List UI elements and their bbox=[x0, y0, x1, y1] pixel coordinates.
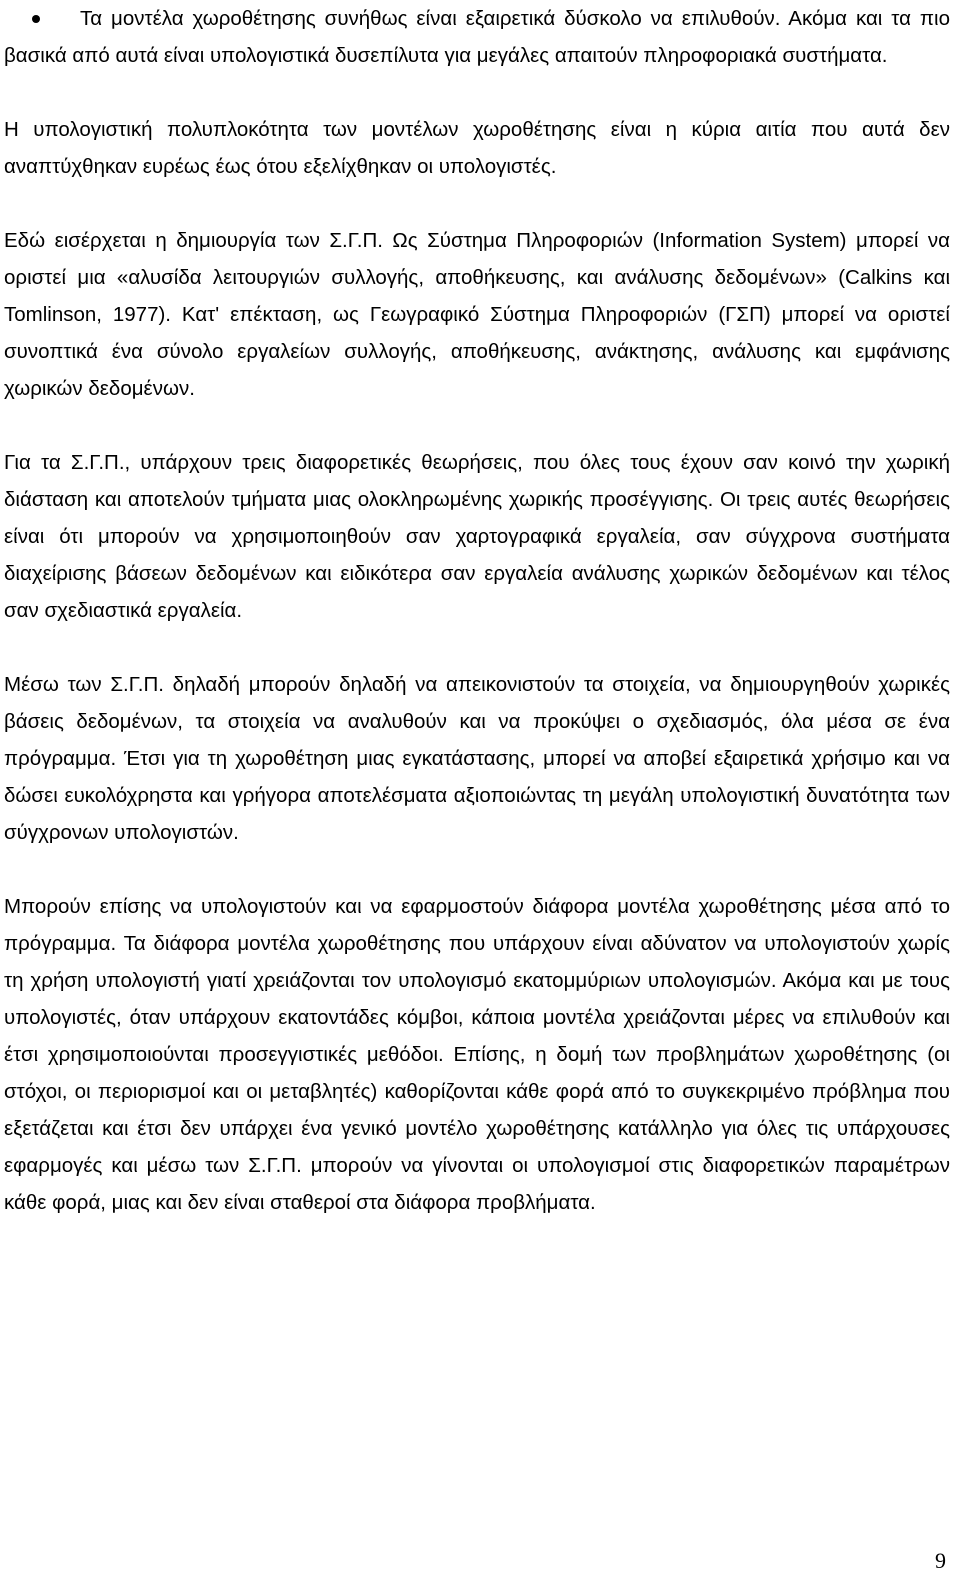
paragraph-complexity: Η υπολογιστική πολυπλοκότητα των μοντέλων χωροθέτησης είναι η κύρια αιτία που αυτά δεν αναπτύχθηκαν ευρέως έως ότου εξελίχθηκαν οι υπολογιστές. bbox=[4, 118, 950, 178]
page-number: 9 bbox=[935, 1548, 946, 1573]
bullet-paragraph-text: Τα μοντέλα χωροθέτησης συνήθως είναι εξαιρετικά δύσκολο να επιλυθούν. Ακόμα και τα πιο βασικά από αυτά είναι υπολογιστικά δυσεπίλυτα για μεγάλες απαιτούν πληροφοριακά συστήματα. bbox=[4, 7, 950, 67]
paragraph-gis-perspectives: Για τα Σ.Γ.Π., υπάρχουν τρεις διαφορετικές θεωρήσεις, που όλες τους έχουν σαν κοινό την χωρική διάσταση και αποτελούν τμήματα μιας ολοκληρωμένης χωρικής προσέγγισης. Οι τρεις αυτές θεωρήσεις είναι ότι μπορούν να χρησιμοποιηθούν σαν χαρτογραφικά εργαλεία, σαν σύγχρονα συστήματα διαχείρισης βάσεων δεδομένων και ειδικότερα σαν εργαλεία ανάλυσης χωρικών δεδομένων και τέλος σαν σχεδιαστικά εργαλεία. bbox=[4, 451, 950, 622]
paragraph-gis-usage: Μέσω των Σ.Γ.Π. δηλαδή μπορούν δηλαδή να απεικονιστούν τα στοιχεία, να δημιουργηθούν χωρικές βάσεις δεδομένων, τα στοιχεία να αναλυθούν και να προκύψει ο σχεδιασμός, όλα μέσα σε ένα πρόγραμμα. Έτσι για τη χωροθέτηση μιας εγκατάστασης, μπορεί να αποβεί εξαιρετικά χρήσιμο και να δώσει ευκολόχρηστα και γρήγορα αποτελέσματα αξιοποιώντας τη μεγάλη υπολογιστική δυνατότητα των σύγχρονων υπολογιστών. bbox=[4, 673, 950, 844]
paragraph-gis-definition: Εδώ εισέρχεται η δημιουργία των Σ.Γ.Π. Ως Σύστημα Πληροφοριών (Information System) μπορεί να οριστεί μια «αλυσίδα λειτουργιών συλλογής, αποθήκευσης, και ανάλυσης δεδομένων» (Calkins και Tomlinson, 1977). Κατ' επέκταση, ως Γεωγραφικό Σύστημα Πληροφοριών (ΓΣΠ) μπορεί να οριστεί συνοπτικά ένα σύνολο εργαλείων συλλογής, αποθήκευσης, ανάκτησης, ανάλυσης και εμφάνισης χωρικών δεδομένων. bbox=[4, 229, 950, 400]
bullet-icon bbox=[32, 15, 40, 23]
bullet-paragraph bbox=[4, 0, 950, 74]
paragraph-location-models: Μπορούν επίσης να υπολογιστούν και να εφαρμοστούν διάφορα μοντέλα χωροθέτησης μέσα από το πρόγραμμα. Τα διάφορα μοντέλα χωροθέτησης που υπάρχουν είναι αδύνατον να υπολογιστούν χωρίς τη χρήση υπολογιστή γιατί χρειάζονται τον υπολογισμό εκατομμύριων υπολογισμών. Ακόμα και με τους υπολογιστές, όταν υπάρχουν εκατοντάδες κόμβοι, κάποια μοντέλα χρειάζονται μέρες να επιλυθούν και έτσι χρησιμοποιούνται προσεγγιστικές μεθόδοι. Επίσης, η δομή των προβλημάτων χωροθέτησης (οι στόχοι, οι περιορισμοί και οι μεταβλητές) καθορίζονται κάθε φορά από το συγκεκριμένο πρόβλημα που εξετάζεται και έτσι δεν υπάρχει ένα γενικό μοντέλο χωροθέτησης κατάλληλο για όλες τις υπάρχουσες εφαρμογές και μέσω των Σ.Γ.Π. μπορούν να γίνονται οι υπολογισμοί στις διαφορετικών παραμέτρων κάθε φορά, μιας και δεν είναι σταθεροί στα διάφορα προβλήματα. bbox=[4, 895, 950, 1214]
document-body bbox=[4, 0, 950, 1258]
